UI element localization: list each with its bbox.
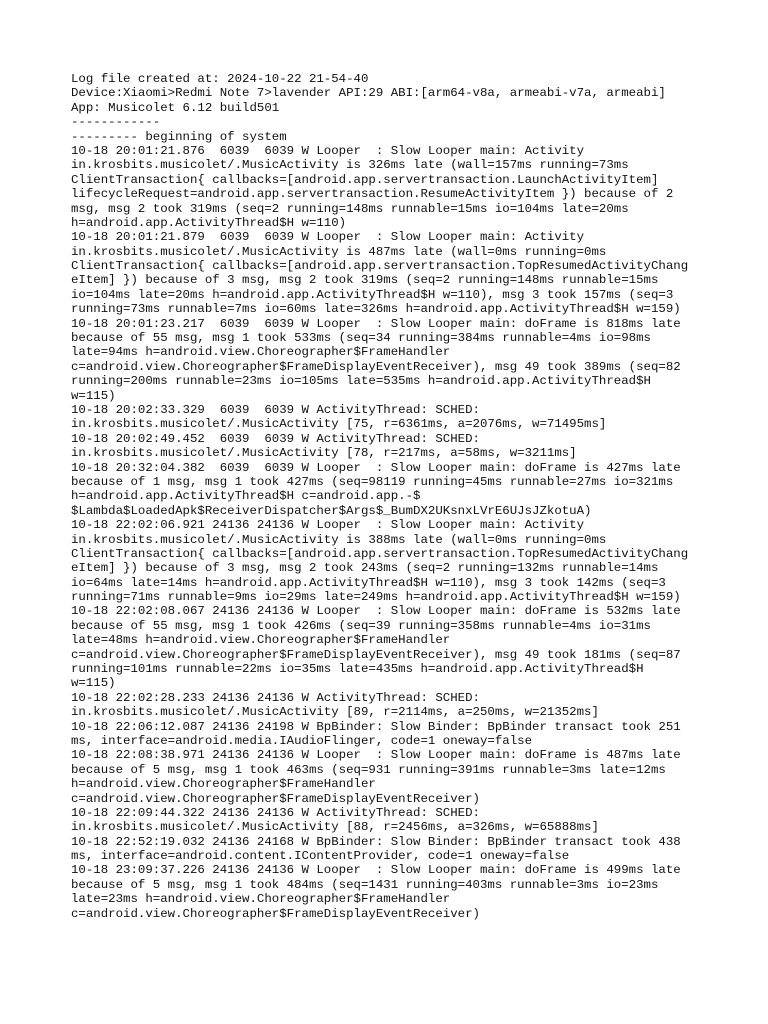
log-line: running=71ms runnable=9ms io=29ms late=249ms h=android.app.ActivityThread$H w=159) bbox=[71, 590, 681, 605]
log-line: 10-18 20:01:21.879 6039 6039 W Looper : Slow Looper main: Activity bbox=[71, 230, 585, 245]
log-line: io=64ms late=14ms h=android.app.ActivityThread$H w=110), msg 3 took 142ms (seq=3 bbox=[71, 575, 666, 590]
log-line: h=android.view.Choreographer$FrameHandler bbox=[71, 777, 376, 792]
log-line: ms, interface=android.media.IAudioFlinger, code=1 oneway=false bbox=[71, 733, 533, 748]
log-line: because of 55 msg, msg 1 took 426ms (seq=39 running=358ms runnable=4ms io=31ms bbox=[71, 618, 651, 633]
log-line: 10-18 22:09:44.322 24136 24136 W ActivityThread: SCHED: bbox=[71, 805, 480, 820]
log-line: in.krosbits.musicolet/.MusicActivity [78, r=217ms, a=58ms, w=3211ms] bbox=[71, 446, 577, 461]
log-line: $Lambda$LoadedApk$ReceiverDispatcher$Args$_BumDX2UKsnxLVrE6UJsJZkotuA) bbox=[71, 503, 592, 518]
log-line: because of 55 msg, msg 1 took 533ms (seq=34 running=384ms runnable=4ms io=98ms bbox=[71, 331, 651, 346]
log-line: in.krosbits.musicolet/.MusicActivity [88, r=2456ms, a=326ms, w=65888ms] bbox=[71, 820, 599, 835]
log-line: w=115) bbox=[71, 388, 116, 403]
log-line: c=android.view.Choreographer$FrameDisplayEventReceiver), msg 49 took 181ms (seq=87 bbox=[71, 647, 681, 662]
log-header-device: Device:Xiaomi>Redmi Note 7>lavender API:29 ABI:[arm64-v8a, armeabi-v7a, armeabi] bbox=[71, 86, 666, 101]
log-header-app: App: Musicolet 6.12 build501 bbox=[71, 100, 280, 115]
log-section-start: --------- beginning of system bbox=[71, 129, 287, 144]
log-line: 10-18 20:02:33.329 6039 6039 W ActivityThread: SCHED: bbox=[71, 402, 480, 417]
log-document bbox=[71, 72, 711, 921]
log-line: in.krosbits.musicolet/.MusicActivity [89, r=2114ms, a=250ms, w=21352ms] bbox=[71, 705, 599, 720]
log-line: ClientTransaction{ callbacks=[android.app.servertransaction.TopResumedActivityChang bbox=[71, 259, 689, 274]
log-line: 10-18 22:06:12.087 24136 24198 W BpBinder: Slow Binder: BpBinder transact took 251 bbox=[71, 719, 681, 734]
log-line: 10-18 22:02:28.233 24136 24136 W ActivityThread: SCHED: bbox=[71, 690, 480, 705]
log-line: 10-18 20:02:49.452 6039 6039 W ActivityThread: SCHED: bbox=[71, 431, 480, 446]
log-line: 10-18 22:02:06.921 24136 24136 W Looper : Slow Looper main: Activity bbox=[71, 518, 585, 533]
log-line: because of 1 msg, msg 1 took 427ms (seq=98119 running=45ms runnable=27ms io=321ms bbox=[71, 474, 674, 489]
log-line: c=android.view.Choreographer$FrameDisplayEventReceiver) bbox=[71, 791, 480, 806]
log-line: c=android.view.Choreographer$FrameDisplayEventReceiver) bbox=[71, 906, 480, 921]
log-line: w=115) bbox=[71, 676, 116, 691]
log-line: running=101ms runnable=22ms io=35ms late=435ms h=android.app.ActivityThread$H bbox=[71, 662, 644, 677]
log-line: 10-18 20:32:04.382 6039 6039 W Looper : Slow Looper main: doFrame is 427ms late bbox=[71, 460, 681, 475]
log-line: ms, interface=android.content.IContentProvider, code=1 oneway=false bbox=[71, 849, 570, 864]
log-line: in.krosbits.musicolet/.MusicActivity is 326ms late (wall=157ms running=73ms bbox=[71, 158, 629, 173]
log-line: eItem] }) because of 3 msg, msg 2 took 243ms (seq=2 running=132ms runnable=14ms bbox=[71, 561, 659, 576]
log-line: 10-18 20:01:21.876 6039 6039 W Looper : Slow Looper main: Activity bbox=[71, 143, 585, 158]
log-line: 10-18 22:52:19.032 24136 24168 W BpBinder: Slow Binder: BpBinder transact took 438 bbox=[71, 834, 681, 849]
log-line: late=23ms h=android.view.Choreographer$FrameHandler bbox=[71, 892, 451, 907]
log-header-created: Log file created at: 2024-10-22 21-54-40 bbox=[71, 72, 369, 86]
log-line: 10-18 22:02:08.067 24136 24136 W Looper : Slow Looper main: doFrame is 532ms late bbox=[71, 604, 681, 619]
log-line: ClientTransaction{ callbacks=[android.app.servertransaction.TopResumedActivityChang bbox=[71, 546, 689, 561]
log-line: h=android.app.ActivityThread$H w=110) bbox=[71, 215, 347, 230]
log-header-divider: ------------ bbox=[71, 115, 161, 130]
log-line: c=android.view.Choreographer$FrameDisplayEventReceiver), msg 49 took 389ms (seq=82 bbox=[71, 359, 681, 374]
log-line: because of 5 msg, msg 1 took 484ms (seq=1431 running=403ms runnable=3ms io=23ms bbox=[71, 877, 659, 892]
log-line: eItem] }) because of 3 msg, msg 2 took 319ms (seq=2 running=148ms runnable=15ms bbox=[71, 273, 659, 288]
log-line: io=104ms late=20ms h=android.app.ActivityThread$H w=110), msg 3 took 157ms (seq=3 bbox=[71, 287, 674, 302]
log-line: in.krosbits.musicolet/.MusicActivity is 487ms late (wall=0ms running=0ms bbox=[71, 244, 607, 259]
log-line: h=android.app.ActivityThread$H c=android.app.-$ bbox=[71, 489, 421, 504]
log-line: lifecycleRequest=android.app.servertransaction.ResumeActivityItem }) because of 2 bbox=[71, 187, 674, 202]
log-line: ClientTransaction{ callbacks=[android.app.servertransaction.LaunchActivityItem] bbox=[71, 172, 659, 187]
log-line: late=48ms h=android.view.Choreographer$FrameHandler bbox=[71, 633, 451, 648]
log-line: because of 5 msg, msg 1 took 463ms (seq=931 running=391ms runnable=3ms late=12ms bbox=[71, 762, 666, 777]
log-line: running=73ms runnable=7ms io=60ms late=326ms h=android.app.ActivityThread$H w=159) bbox=[71, 302, 681, 317]
log-line: in.krosbits.musicolet/.MusicActivity is 388ms late (wall=0ms running=0ms bbox=[71, 532, 607, 547]
log-line: 10-18 23:09:37.226 24136 24136 W Looper : Slow Looper main: doFrame is 499ms late bbox=[71, 863, 681, 878]
log-line: msg, msg 2 took 319ms (seq=2 running=148ms runnable=15ms io=104ms late=20ms bbox=[71, 201, 629, 216]
log-line: late=94ms h=android.view.Choreographer$FrameHandler bbox=[71, 345, 451, 360]
log-line: 10-18 22:08:38.971 24136 24136 W Looper : Slow Looper main: doFrame is 487ms late bbox=[71, 748, 681, 763]
log-line: in.krosbits.musicolet/.MusicActivity [75, r=6361ms, a=2076ms, w=71495ms] bbox=[71, 417, 607, 432]
log-line: 10-18 20:01:23.217 6039 6039 W Looper : Slow Looper main: doFrame is 818ms late bbox=[71, 316, 681, 331]
log-line: running=200ms runnable=23ms io=105ms late=535ms h=android.app.ActivityThread$H bbox=[71, 374, 651, 389]
